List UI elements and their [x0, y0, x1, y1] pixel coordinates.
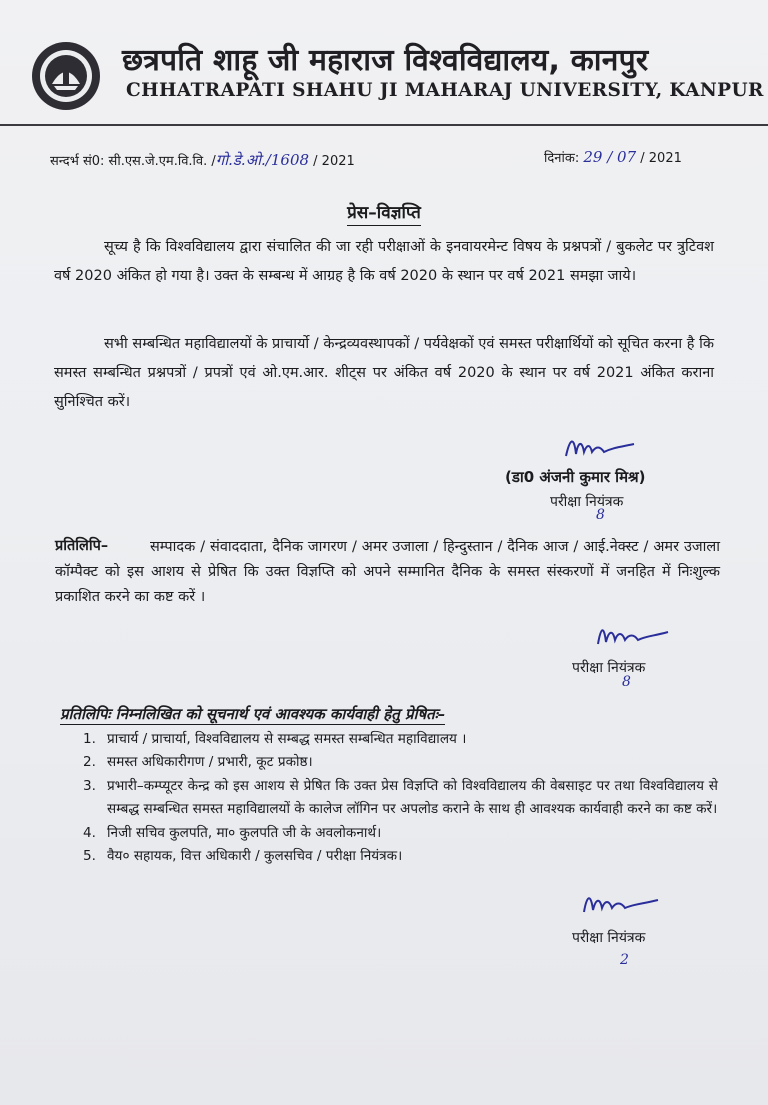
- university-logo-seal: [30, 40, 102, 112]
- copy-1-text: [55, 535, 720, 610]
- list-item: [83, 751, 718, 774]
- list-item-number: 3.: [83, 777, 96, 794]
- body-paragraph-1: सूच्य है कि विश्वविद्यालय द्वारा संचालित की जा रही परीक्षाओं के इनवायरमेन्ट विषय के प्रश्नपत्रों / बुकलेट पर त्रुटिवश वर्ष 2020 अंकित हो गया है। उक्त के सम्बन्ध में आग्रह है कि वर्ष 2020 के स्थान पर वर्ष 2021 समझा जाये।: [54, 239, 714, 284]
- date-suffix: / 2021: [640, 151, 682, 166]
- copy-2-list: [83, 728, 718, 868]
- copy-2-heading: प्रतिलिपिः निम्नलिखित को सूचनार्थ एवं आवश्यक कार्यवाही हेतु प्रेषितः–: [60, 705, 446, 723]
- header-divider: [0, 124, 768, 126]
- signature-1-image: [560, 430, 650, 464]
- press-release-title: [0, 200, 768, 223]
- date-label: दिनांक:: [544, 151, 580, 166]
- signature-3-image: [578, 888, 662, 920]
- list-item: [83, 775, 718, 822]
- document-date: [544, 148, 682, 166]
- list-item-text: प्रभारी–कम्प्यूटर केन्द्र को इस आशय से प्रेषित कि उक्त प्रेस विज्ञप्ति को विश्वविद्यालय की वेबसाइट पर तथा विश्वविद्यालय से सम्बद्ध सम्बन्धित समस्त महाविद्यालयों के कालेज लॉगिन पर अपलोड कराने के साथ ही आवश्यक कार्यवाही करने का कष्ट करें।: [107, 777, 718, 818]
- list-item: [83, 822, 718, 845]
- list-item: [83, 845, 718, 868]
- list-item-number: 5.: [83, 848, 96, 865]
- signatory-name: (डा0 अंजनी कुमार मिश्र): [505, 468, 646, 486]
- list-item-text: प्राचार्य / प्राचार्या, विश्वविद्यालय से सम्बद्ध समस्त सम्बन्धित महाविद्यालय ।: [107, 731, 467, 747]
- reference-suffix: / 2021: [313, 154, 355, 169]
- list-item-number: 4.: [83, 824, 96, 841]
- reference-handwritten: गो.डे.ओ./1608: [215, 151, 310, 169]
- copy-1-mark: 8: [622, 674, 631, 690]
- university-name-hindi: छत्रपति शाहू जी महाराज विश्वविद्यालय, कानपुर: [122, 43, 649, 78]
- title-text: प्रेस–विज्ञप्ति: [347, 203, 421, 226]
- list-item-text: निजी सचिव कुलपति, मा० कुलपति जी के अवलोकनार्थ।: [107, 824, 382, 841]
- list-item-text: समस्त अधिकारीगण / प्रभारी, कूट प्रकोष्ठ।: [107, 754, 313, 771]
- list-item: [83, 728, 718, 751]
- date-handwritten: 29 / 07: [583, 148, 637, 166]
- reference-number: [50, 150, 355, 170]
- copy-1-body: सम्पादक / संवाददाता, दैनिक जागरण / अमर उजाला / हिन्दुस्तान / दैनिक आज / आई.नेक्स्ट / अमर उजाला कॉम्पैक्ट को इस आशय से प्रेषित कि उक्त विज्ञप्ति को अपने सम्मानित दैनिक के समस्त संस्करणों में जनहित में निःशुल्क प्रकाशित करने का कष्ट करें ।: [55, 539, 720, 605]
- copy-2-designation: परीक्षा नियंत्रक: [572, 930, 646, 946]
- signature-2-image: [592, 620, 672, 650]
- signatory-designation: परीक्षा नियंत्रक: [550, 494, 624, 510]
- signatory-mark: 8: [596, 507, 605, 523]
- copy-1-designation: परीक्षा नियंत्रक: [572, 660, 646, 676]
- copy-1-label: प्रतिलिपि–: [55, 538, 109, 554]
- body-paragraph-2: सभी सम्बन्धित महाविद्यालयों के प्राचार्यो / केन्द्रव्यवस्थापकों / पर्यवेक्षकों एवं समस्त परीक्षार्थियों को सूचित करना है कि समस्त सम्बन्धित प्रश्नपत्रों / प्रपत्रों एवं ओ.एम.आर. शीट्स पर अंकित वर्ष 2020 के स्थान पर वर्ष 2021 अंकित कराना सुनिश्चित करें।: [54, 336, 714, 410]
- list-item-number: 2.: [83, 754, 96, 771]
- list-item-number: 1.: [83, 731, 96, 747]
- university-name-english: CHHATRAPATI SHAHU JI MAHARAJ UNIVERSITY, KANPUR: [126, 80, 764, 101]
- copy-2-mark: 2: [620, 952, 629, 968]
- reference-prefix: सन्दर्भ सं0: सी.एस.जे.एम.वि.वि. /: [50, 154, 216, 169]
- list-item-text: वैय० सहायक, वित्त अधिकारी / कुलसचिव / परीक्षा नियंत्रक।: [107, 848, 403, 865]
